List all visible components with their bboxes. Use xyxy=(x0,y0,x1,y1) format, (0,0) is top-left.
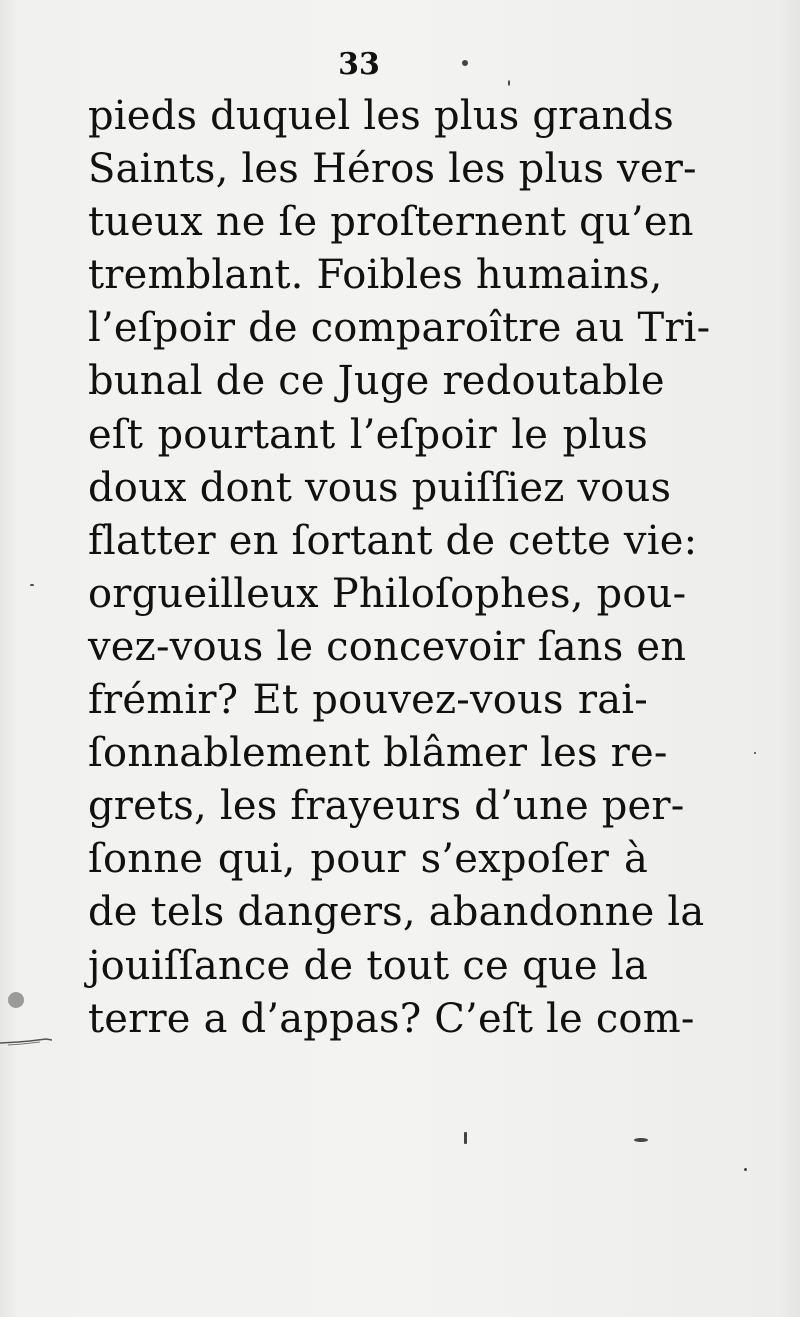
text-line: ſonnablement blâmer les re- xyxy=(88,730,668,777)
paper-speck xyxy=(744,1168,747,1171)
text-line: grets, les frayeurs d’une per- xyxy=(88,783,685,830)
paper-speck xyxy=(462,60,468,66)
text-line: orgueilleux Philoſophes, pou- xyxy=(88,570,687,617)
text-line: frémir? Et pouvez-vous rai- xyxy=(88,677,648,724)
text-line: l’eſpoir de comparoître au Tri- xyxy=(88,305,711,352)
text-line: jouiſſance de tout ce que la xyxy=(88,942,648,989)
text-line: doux dont vous puiſſiez vous xyxy=(88,464,672,511)
text-line: pieds duquel les plus grands xyxy=(88,93,675,139)
margin-ink-mark xyxy=(0,1033,52,1049)
paper-speck xyxy=(30,584,34,586)
text-line: eſt pourtant l’eſpoir le plus xyxy=(88,411,648,458)
page-number: 33 xyxy=(338,47,380,82)
paper-speck xyxy=(634,1138,648,1142)
paper-speck xyxy=(754,752,756,754)
text-line: tueux ne ſe proſternent qu’en xyxy=(88,199,694,246)
text-line: terre a d’appas? C’eſt le com- xyxy=(88,995,695,1042)
body-text xyxy=(88,90,711,1046)
text-line: bunal de ce Juge redoutable xyxy=(88,358,665,405)
text-line: ſonne qui, pour s’expoſer à xyxy=(88,836,648,883)
text-line: tremblant. Foibles humains, xyxy=(88,252,663,299)
paper-speck xyxy=(508,80,510,86)
text-line: Saints, les Héros les plus ver- xyxy=(88,146,697,193)
text-line: flatter en ſortant de cette vie: xyxy=(88,517,698,564)
text-line: de tels dangers, abandonne la xyxy=(88,889,705,936)
paper-speck xyxy=(8,992,24,1008)
text-line: vez-vous le concevoir ſans en xyxy=(88,623,687,670)
paper-speck xyxy=(464,1132,467,1144)
